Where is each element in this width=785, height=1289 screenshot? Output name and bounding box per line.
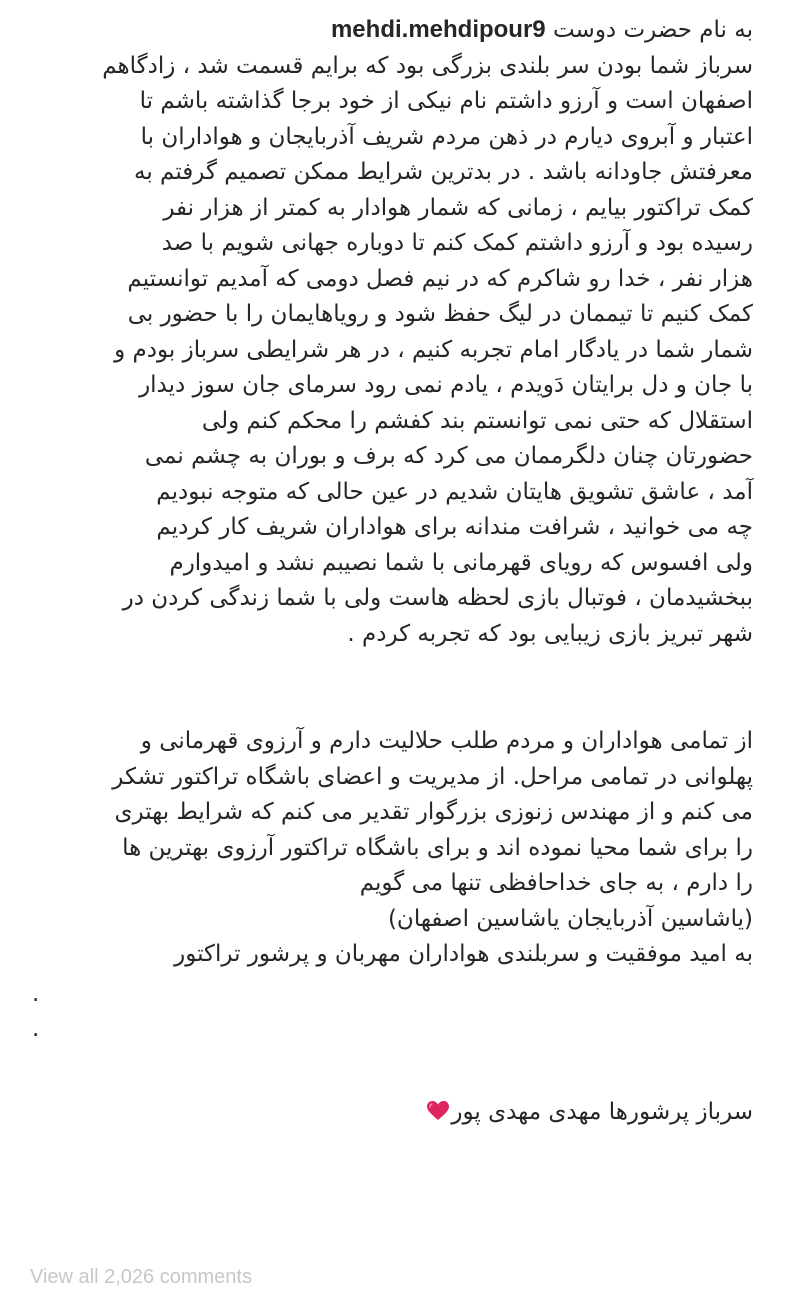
red-heart-icon [427,1097,449,1117]
paragraph-2-line: پهلوانی در تمامی مراحل. از مدیریت و اعضای باشگاه تراکتور تشکر [112,763,753,790]
paragraph-1-line: استقلال که حتی نمی توانستم بند کفشم را محکم کنم ولی [201,407,753,434]
paragraph-1-line: ببخشیدمان ، فوتبال بازی لحظه هاست ولی با شما زندگی کردن در [122,585,753,611]
greeting-text: به نام حضرت دوست [552,17,753,43]
paragraph-1-line: شهر تبریز بازی زیبایی بود که تجربه کردم . [347,620,753,647]
signature-line [28,1095,753,1131]
post-caption [28,12,753,1130]
caption-paragraph-2 [28,724,753,973]
dot-line-1: . [32,980,40,1007]
dot-line-2: . [32,1015,40,1042]
view-comments-link[interactable]: View all 2,026 comments [30,1266,252,1288]
paragraph-1-line: شمار شما در یادگار امام تجربه کنیم ، در هر شرایطی سرباز بودم و [114,336,753,363]
paragraph-1-line: ولی افسوس که رویای قهرمانی با شما نصیبم نشد و امیدوارم [169,549,753,576]
paragraph-1-line: کمک تراکتور بیایم ، زمانی که شمار هوادار به کمتر از هزار نفر [163,194,753,221]
paragraph-2-line: (یاشاسین آذربایجان یاشاسین اصفهان) [387,905,753,932]
caption-first-line [28,12,753,49]
paragraph-2-line: را دارم ، به جای خداحافظی تنها می گویم [359,870,753,896]
paragraph-2-line: به امید موفقیت و سربلندی هواداران مهربان و پرشور تراکتور [174,941,753,967]
paragraph-1-line: چه می خوانید ، شرافت مندانه برای هواداران شریف کار کردیم [156,514,753,540]
caption-paragraph-1 [28,49,753,653]
username-link[interactable]: mehdi.mehdipour9 [330,16,546,43]
paragraph-1-line: کمک کنیم تا تیممان در لیگ حفظ شود و رویاهایمان را با حضور بی [127,301,753,327]
paragraph-2-line: می کنم و از مهندس زنوزی بزرگوار تقدیر می کنم که شرایط بهتری [114,799,753,825]
paragraph-1-line: معرفتش جاودانه باشد . در بدترین شرایط ممکن تصمیم گرفتم به [134,159,753,185]
paragraph-1-line: رسیده بود و آرزو داشتم کمک کنم تا دوباره جهانی شویم با صد [161,230,753,256]
paragraph-1-line: اعتبار و آبروی دیارم در ذهن مردم شریف آذربایجان و هواداران با [140,123,753,150]
signature-text: سرباز پرشورها مهدی مهدی پور [451,1098,753,1125]
paragraph-1-line: هزار نفر ، خدا رو شاکرم که در نیم فصل دومی که آمدیم توانستیم [127,265,753,292]
paragraph-2-line: را برای شما محیا نموده اند و برای باشگاه تراکتور آرزوی بهترین ها [122,834,753,861]
paragraph-1-line: حضورتان چنان دلگرممان می کرد که برف و بوران به چشم نمی [144,443,753,469]
paragraph-1-line: با جان و دل برایتان دَویدم ، یادم نمی رود سرمای جان سوز دیدار [139,372,753,398]
paragraph-2-line: از تمامی هواداران و مردم طلب حلالیت دارم و آرزوی قهرمانی و [140,728,753,754]
paragraph-1-line: سرباز شما بودن سر بلندی بزرگی بود که برایم قسمت شد ، زادگاهم [102,52,753,79]
paragraph-1-line: آمد ، عاشق تشویق هایتان شدیم در عین حالی که متوجه نبودیم [156,478,753,505]
paragraph-1-line: اصفهان است و آرزو داشتم نام نیکی از خود برجا گذاشته باشم تا [139,88,753,114]
